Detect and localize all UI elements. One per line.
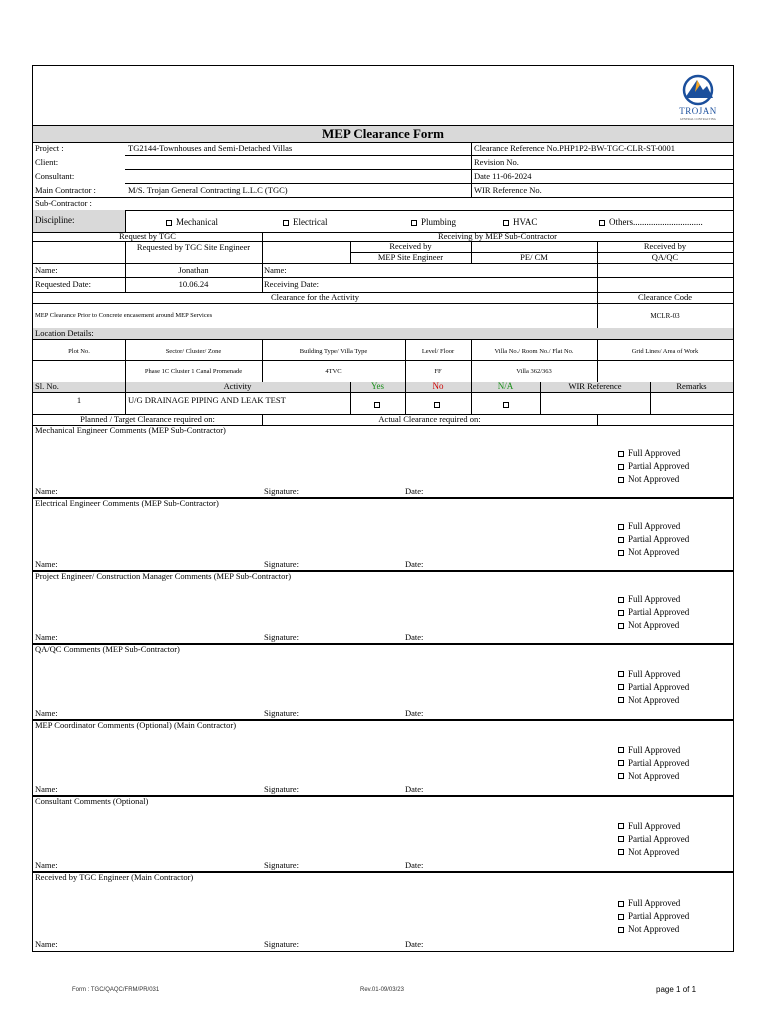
- location-header: Level/ Floor: [421, 348, 455, 355]
- approval-option-label: Not Approved: [628, 770, 680, 781]
- approval-option[interactable]: [618, 847, 679, 858]
- location-header: Plot No.: [68, 348, 90, 355]
- comment-section-title: Received by TGC Engineer (Main Contractor): [35, 872, 194, 882]
- clearance-activity-value: MEP Clearance Prior to Concrete encasement around MEP Services: [35, 312, 213, 319]
- signoff-name-label: Name:: [35, 486, 58, 496]
- name-label: Name:: [35, 265, 58, 275]
- approval-option[interactable]: [618, 448, 680, 459]
- approval-option-label: Partial Approved: [628, 911, 690, 921]
- checkbox-icon: [618, 464, 624, 470]
- checkbox-icon: [618, 849, 624, 855]
- approval-option-label: Not Approved: [628, 620, 680, 630]
- checkbox-icon: [618, 477, 624, 483]
- comment-section: [33, 796, 733, 872]
- signoff-name-label: Name:: [35, 939, 58, 949]
- checkbox-icon: [618, 671, 624, 677]
- activity-header: Activity: [223, 381, 252, 391]
- checkbox-icon: [618, 623, 624, 629]
- approval-option[interactable]: [618, 758, 689, 769]
- discipline-hvac[interactable]: [503, 217, 537, 228]
- approval-option-label: Not Approved: [628, 474, 680, 484]
- logo-name: TROJAN: [679, 106, 717, 116]
- signoff-name-label: Name:: [35, 559, 58, 569]
- location-value: Villa 362/363: [516, 368, 552, 375]
- comment-section: [33, 425, 733, 498]
- checkbox-icon: [618, 597, 624, 603]
- approval-option-label: Partial Approved: [628, 534, 690, 544]
- approval-option[interactable]: [618, 745, 680, 756]
- discipline-option-label: Mechanical: [176, 217, 218, 227]
- approval-option-label: Partial Approved: [628, 681, 690, 692]
- signoff-date-label: Date:: [405, 784, 424, 794]
- requested-by-label: [125, 242, 262, 252]
- comment-section-title: Consultant Comments (Optional): [35, 796, 149, 806]
- signoff-name-label: Name:: [35, 784, 58, 794]
- consultant-label: Consultant:: [35, 171, 75, 181]
- row-activity: U/G DRAINAGE PIPING AND LEAK TEST: [128, 395, 286, 405]
- main-contractor-label: Main Contractor :: [35, 185, 96, 195]
- checkbox-icon: [618, 610, 624, 616]
- qa-qc-label: QA/QC: [651, 252, 679, 262]
- checkbox-icon: [618, 823, 624, 829]
- approval-option[interactable]: [618, 594, 680, 605]
- comment-text-area[interactable]: [33, 509, 593, 558]
- clearance-form: [32, 65, 734, 952]
- wir-reference-header: WIR Reference: [568, 381, 622, 391]
- clearance-reference: Clearance Reference No.PHP1P2-BW-TGC-CLR-ST-0001: [474, 143, 676, 153]
- checkbox-icon: [618, 760, 624, 766]
- approval-option-label: Not Approved: [628, 924, 680, 934]
- actual-clearance-label: Actual Clearance required on:: [378, 414, 481, 424]
- signoff-date-label: Date:: [405, 486, 424, 496]
- discipline-electrical[interactable]: [283, 217, 327, 228]
- form-date: Date 11-06-2024: [474, 171, 532, 181]
- checkbox-icon: [618, 747, 624, 753]
- page-number: page 1 of 1: [656, 985, 697, 994]
- signoff-date-label: Date:: [405, 559, 424, 569]
- approval-option-label: Full Approved: [628, 744, 681, 755]
- comment-text-area[interactable]: [33, 807, 593, 859]
- pe-cm-label: PE/ CM: [520, 252, 548, 262]
- approval-option-label: Partial Approved: [628, 757, 690, 768]
- approval-option[interactable]: [618, 834, 689, 845]
- no-header: No: [432, 381, 444, 391]
- approval-option-label: Full Approved: [628, 898, 681, 908]
- approval-option-label: Not Approved: [628, 846, 680, 857]
- form-title: MEP Clearance Form: [321, 126, 444, 141]
- sub-contractor-label: Sub-Contractor :: [35, 198, 92, 208]
- main-contractor-value: M/S. Trojan General Contracting L.L.C (TGC): [128, 185, 288, 195]
- comment-section: [33, 571, 733, 644]
- signoff-signature-label: Signature:: [264, 708, 299, 718]
- mep-site-engineer-label: MEP Site Engineer: [377, 252, 444, 262]
- signoff-name-label: Name:: [35, 708, 58, 718]
- comment-section: [33, 720, 733, 796]
- received-by-label-2: Received by: [643, 241, 687, 251]
- approval-option[interactable]: [618, 821, 680, 832]
- comment-section: [33, 872, 733, 951]
- requested-by-text: Requested by TGC Site Engineer: [136, 242, 251, 252]
- comment-text-area[interactable]: [33, 582, 593, 631]
- approval-option-label: Partial Approved: [628, 607, 690, 617]
- comment-section: [33, 498, 733, 571]
- form-code: Form : TGC/QAQC/FRM/PR/031: [72, 987, 160, 993]
- approval-option[interactable]: [618, 607, 689, 618]
- approval-option[interactable]: [618, 771, 679, 782]
- approval-option-label: Partial Approved: [628, 833, 690, 844]
- approval-option[interactable]: [618, 620, 679, 631]
- remarks-header: Remarks: [676, 381, 707, 391]
- project-label: Project :: [35, 143, 64, 153]
- signoff-signature-label: Signature:: [264, 939, 299, 949]
- checkbox-icon: [618, 914, 624, 920]
- comment-section-title: QA/QC Comments (MEP Sub-Contractor): [35, 644, 180, 654]
- discipline-option-label: HVAC: [513, 217, 538, 227]
- checkbox-icon: [618, 927, 624, 933]
- checkbox-icon: [599, 220, 605, 226]
- project-value: TG2144-Townhouses and Semi-Detached Villas: [128, 143, 293, 153]
- signoff-signature-label: Signature:: [264, 632, 299, 642]
- requester-name: Jonathan: [178, 265, 209, 275]
- approval-option[interactable]: [618, 682, 689, 693]
- client-label: Client:: [35, 157, 59, 167]
- receiver-name-label: Name:: [264, 265, 287, 275]
- approval-option[interactable]: [618, 474, 679, 485]
- discipline-others[interactable]: [599, 217, 703, 228]
- receiving-by-header: Receiving by MEP Sub-Contractor: [438, 231, 557, 241]
- location-value: FF: [434, 368, 442, 375]
- trojan-logo: [673, 72, 723, 124]
- location-value: Phase 1C Cluster 1 Canal Promenade: [144, 368, 243, 375]
- approval-option-label: Not Approved: [628, 694, 680, 705]
- comment-section-title: Mechanical Engineer Comments (MEP Sub-Contractor): [35, 425, 226, 435]
- comment-text-area[interactable]: [33, 655, 593, 707]
- location-header: Sector/ Cluster/ Zone: [165, 348, 222, 355]
- signoff-date-label: Date:: [405, 939, 424, 949]
- na-checkbox[interactable]: [503, 402, 509, 408]
- approval-option[interactable]: [618, 547, 679, 558]
- received-by-label-1: Received by: [389, 241, 432, 251]
- comment-section-title: Electrical Engineer Comments (MEP Sub-Contractor): [35, 498, 219, 508]
- sl-no-header: Sl. No.: [35, 381, 59, 391]
- planned-clearance-label: Planned / Target Clearance required on:: [80, 414, 215, 424]
- approval-option-label: Full Approved: [628, 448, 681, 458]
- checkbox-icon: [503, 220, 509, 226]
- checkbox-icon: [618, 451, 624, 457]
- location-header: Building Type/ Villa Type: [299, 348, 368, 355]
- approval-option[interactable]: [618, 924, 679, 935]
- discipline-option-label: Electrical: [293, 217, 328, 227]
- na-header: N/A: [497, 381, 514, 391]
- comment-section: [33, 644, 733, 720]
- clearance-activity-header: Clearance for the Activity: [270, 292, 360, 302]
- receiving-date-label: Receiving Date:: [264, 279, 319, 289]
- revision-no: Revision No.: [474, 157, 519, 167]
- discipline-option-label: Others...............................: [609, 217, 703, 227]
- approval-option[interactable]: [618, 911, 689, 922]
- discipline-mechanical[interactable]: [166, 217, 218, 228]
- form-revision: Rev.01-09/03/23: [360, 987, 404, 993]
- approval-option[interactable]: [618, 461, 689, 472]
- location-value: 4TVC: [325, 368, 342, 375]
- location-header: Grid Lines/ Area of Work: [631, 348, 699, 355]
- no-checkbox[interactable]: [434, 402, 440, 408]
- signoff-date-label: Date:: [405, 708, 424, 718]
- signoff-signature-label: Signature:: [264, 486, 299, 496]
- request-by-header: Request by TGC: [119, 231, 176, 241]
- signoff-signature-label: Signature:: [264, 860, 299, 870]
- discipline-plumbing[interactable]: [411, 217, 456, 228]
- checkbox-icon: [166, 220, 172, 226]
- logo-tagline: GENERAL CONTRACTING: [679, 117, 717, 121]
- approval-option[interactable]: [618, 898, 680, 909]
- discipline-option-label: Plumbing: [421, 217, 457, 227]
- signoff-signature-label: Signature:: [264, 559, 299, 569]
- requested-date-value: 10.06.24: [178, 279, 209, 289]
- comment-section-title: Project Engineer/ Construction Manager Comments (MEP Sub-Contractor): [35, 571, 292, 581]
- signoff-name-label: Name:: [35, 860, 58, 870]
- signoff-name-label: Name:: [35, 632, 58, 642]
- signoff-date-label: Date:: [405, 860, 424, 870]
- checkbox-icon: [283, 220, 289, 226]
- approval-option-label: Full Approved: [628, 820, 681, 831]
- approval-option[interactable]: [618, 695, 679, 706]
- table-row: [33, 392, 733, 414]
- approval-option-label: Full Approved: [628, 594, 681, 604]
- approval-option-label: Partial Approved: [628, 461, 690, 471]
- yes-header: Yes: [370, 381, 385, 391]
- approval-option[interactable]: [618, 669, 680, 680]
- clearance-code-header: Clearance Code: [637, 292, 693, 302]
- clearance-code-value: MCLR-03: [650, 312, 680, 320]
- location-details-label: Location Details:: [35, 328, 94, 338]
- location-header: Villa No./ Room No./ Flat No.: [494, 348, 574, 355]
- wir-reference-no: WIR Reference No.: [474, 185, 542, 195]
- checkbox-icon: [618, 836, 624, 842]
- approval-option[interactable]: [618, 534, 689, 545]
- checkbox-icon: [618, 550, 624, 556]
- comment-text-area[interactable]: [33, 883, 593, 938]
- trojan-logo-icon: [673, 72, 723, 108]
- signoff-date-label: Date:: [405, 632, 424, 642]
- checkbox-icon: [411, 220, 417, 226]
- comment-section-title: MEP Coordinator Comments (Optional) (Main Contractor): [35, 720, 237, 730]
- checkbox-icon: [618, 524, 624, 530]
- approval-option-label: Not Approved: [628, 547, 680, 557]
- comment-text-area[interactable]: [33, 436, 593, 485]
- requested-date-label: Requested Date:: [35, 279, 91, 289]
- checkbox-icon: [618, 773, 624, 779]
- approval-option-label: Full Approved: [628, 668, 681, 679]
- row-sl-no: 1: [76, 395, 82, 405]
- checkbox-icon: [618, 684, 624, 690]
- yes-checkbox[interactable]: [374, 402, 380, 408]
- approval-option-label: Full Approved: [628, 521, 681, 531]
- signoff-signature-label: Signature:: [264, 784, 299, 794]
- checkbox-icon: [618, 697, 624, 703]
- approval-option[interactable]: [618, 521, 680, 532]
- checkbox-icon: [618, 901, 624, 907]
- discipline-label: Discipline:: [35, 215, 75, 225]
- comment-text-area[interactable]: [33, 731, 593, 783]
- checkbox-icon: [618, 537, 624, 543]
